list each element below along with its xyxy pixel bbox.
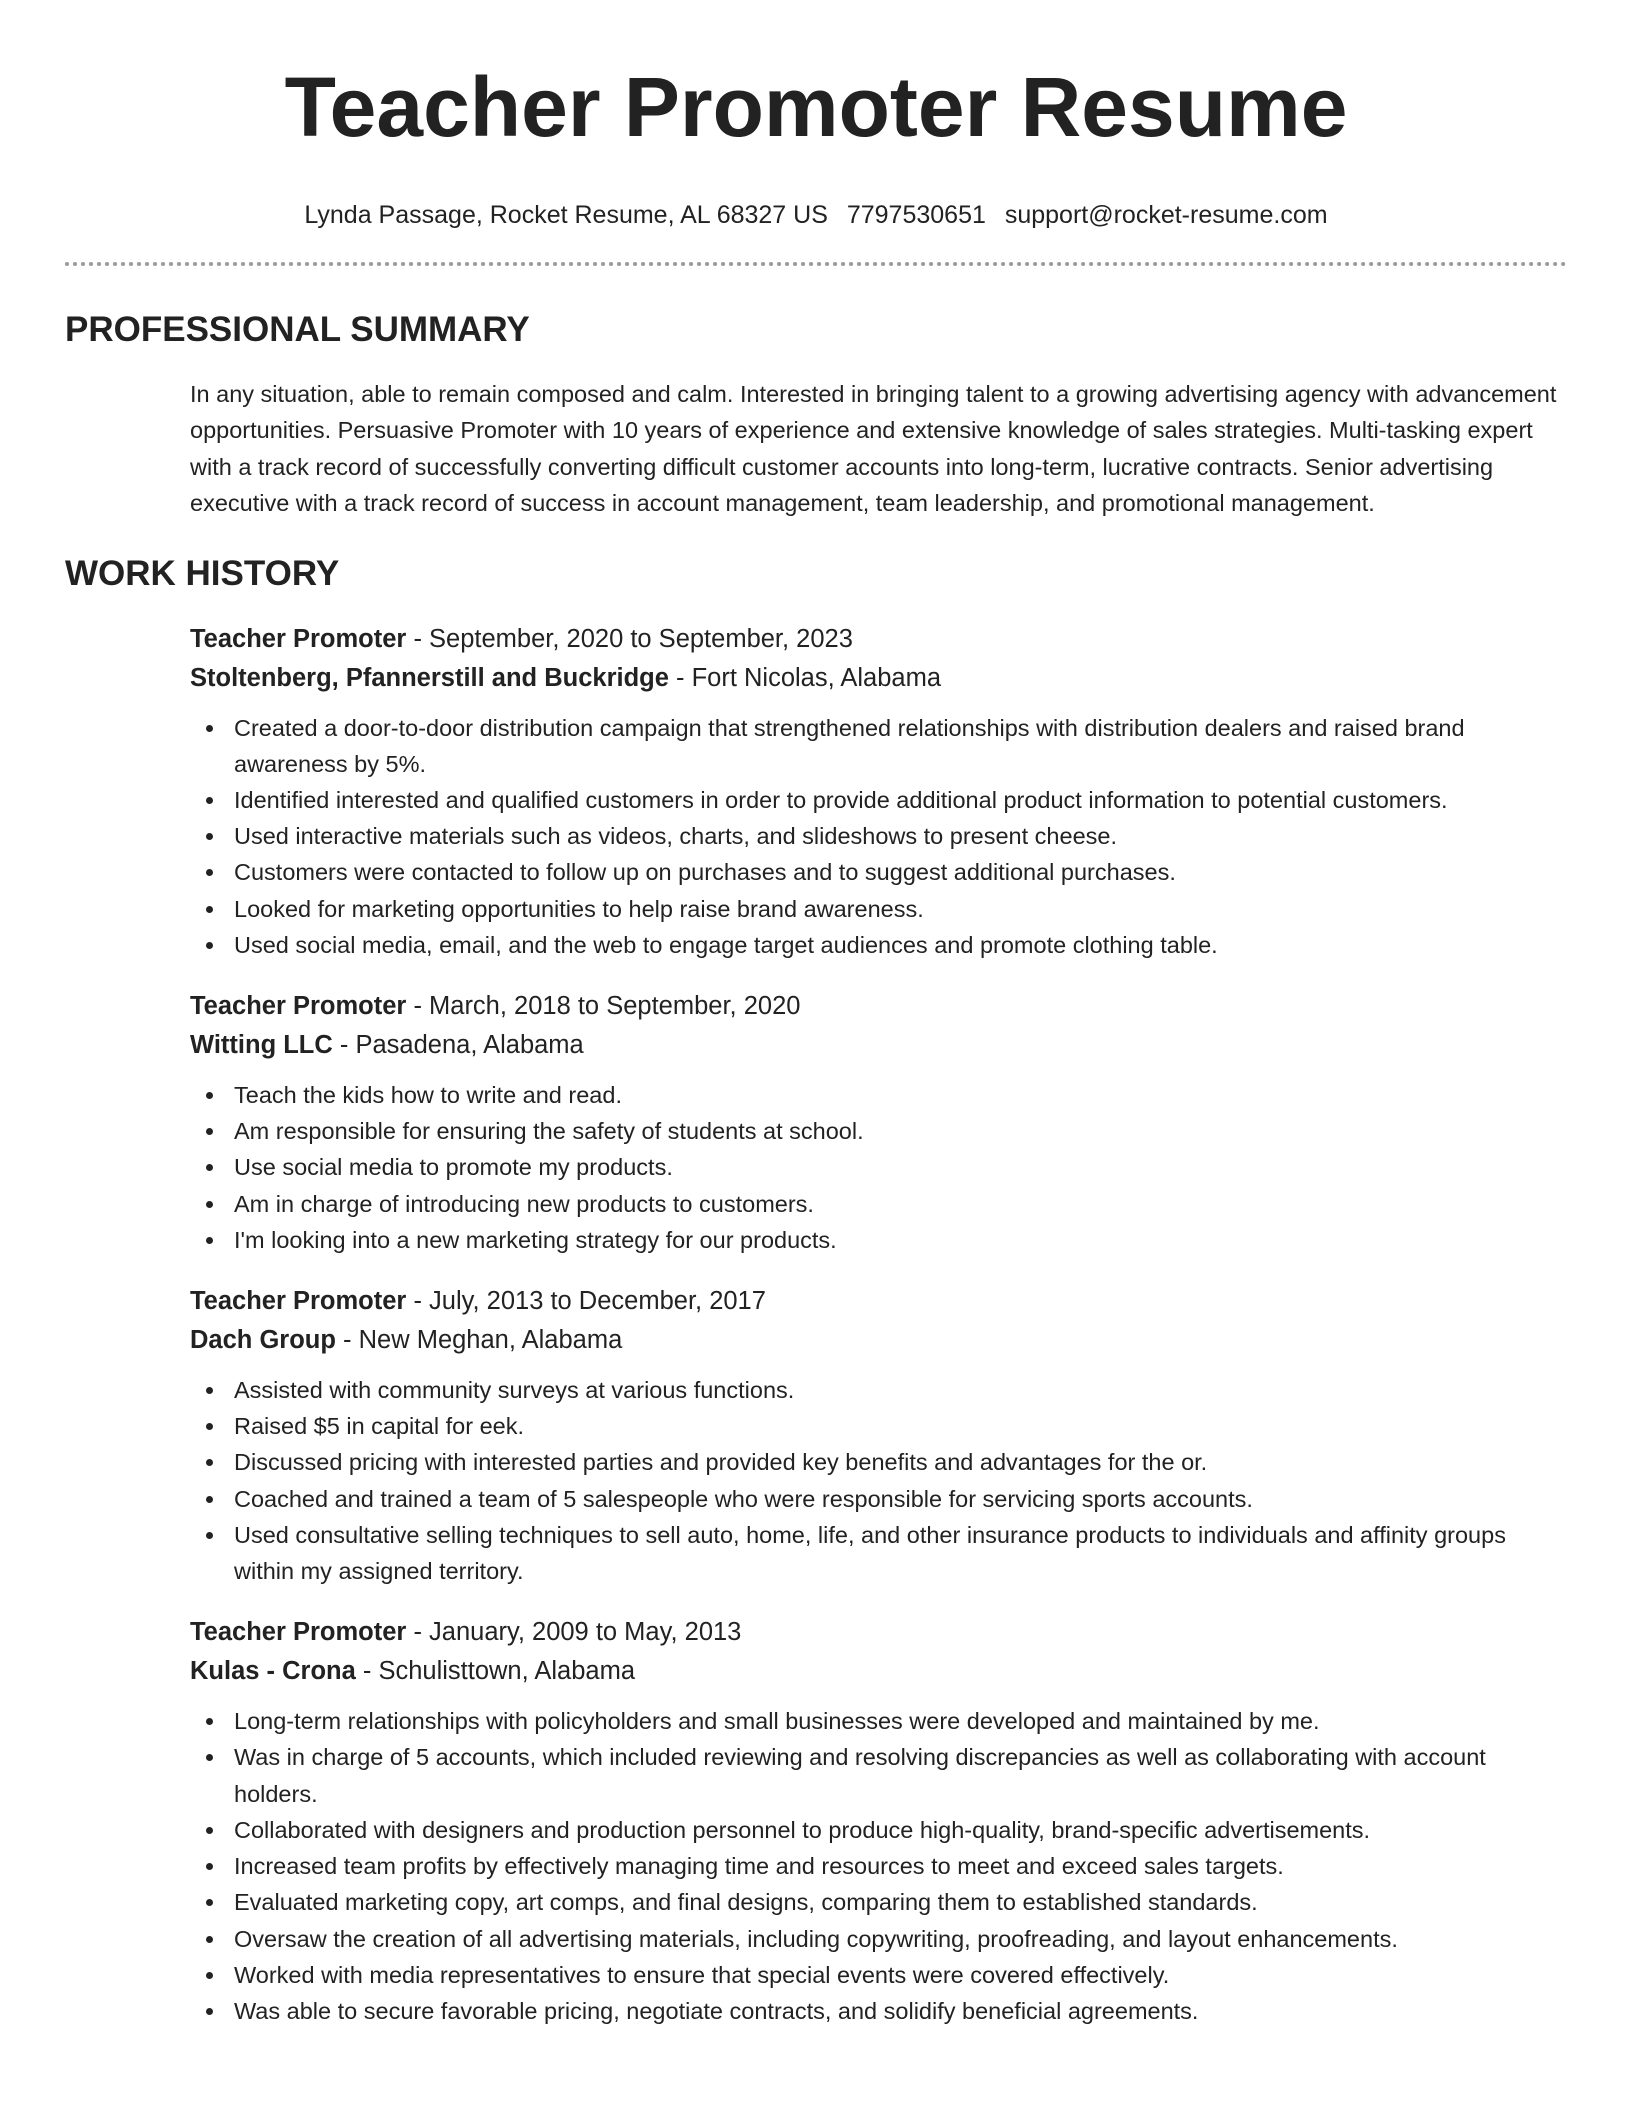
job-dates: - July, 2013 to December, 2017: [406, 1287, 766, 1316]
job-location: - Pasadena, Alabama: [332, 1031, 584, 1060]
job-company: Stoltenberg, Pfannerstill and Buckridge: [190, 663, 669, 692]
duty-item: Discussed pricing with interested parties and provided key benefits and advantages for the or.: [190, 1444, 1567, 1480]
job-title: Teacher Promoter: [190, 624, 407, 653]
resume-title: Teacher Promoter Resume: [284, 60, 1348, 154]
job-dates: - March, 2018 to September, 2020: [406, 992, 801, 1021]
duty-item: Was in charge of 5 accounts, which included reviewing and resolving discrepancies as well as collaborating with account holders.: [190, 1739, 1567, 1811]
duty-item: Looked for marketing opportunities to help raise brand awareness.: [190, 891, 1567, 927]
duty-item: Am in charge of introducing new products to customers.: [190, 1186, 1567, 1222]
contact-address: Lynda Passage, Rocket Resume, AL 68327 US: [304, 201, 828, 229]
job-title-line: [190, 987, 1567, 1026]
duty-item: Evaluated marketing copy, art comps, and final designs, comparing them to established standards.: [190, 1884, 1567, 1920]
summary-text: In any situation, able to remain composed and calm. Interested in bringing talent to a growing advertising agency with advancement opportunities. Persuasive Promoter with 10 years of experience and extensive knowledge of sales strategies. Multi-tasking expert with a track record of successfully converting difficult customer accounts into long-term, lucrative contracts. Senior advertising executive with a track record of success in account management, team leadership, and promotional management.: [190, 381, 1557, 517]
header-divider: [65, 262, 1567, 266]
contact-phone: 7797530651: [846, 201, 986, 229]
duty-item: Coached and trained a team of 5 salespeople who were responsible for servicing sports accounts.: [190, 1481, 1567, 1517]
job-company-line: [190, 1321, 1567, 1360]
job-dates: - September, 2020 to September, 2023: [406, 624, 853, 653]
summary-heading: PROFESSIONAL SUMMARY: [65, 310, 530, 349]
job-title-line: [190, 1282, 1567, 1321]
duty-item: Oversaw the creation of all advertising materials, including copywriting, proofreading, and layout enhancements.: [190, 1921, 1567, 1957]
duty-item: Increased team profits by effectively managing time and resources to meet and exceed sales targets.: [190, 1848, 1567, 1884]
duty-item: Long-term relationships with policyholders and small businesses were developed and maintained by me.: [190, 1703, 1567, 1739]
contact-email: support@rocket-resume.com: [1004, 201, 1328, 229]
duty-item: Raised $5 in capital for eek.: [190, 1408, 1567, 1444]
duty-item: Customers were contacted to follow up on purchases and to suggest additional purchases.: [190, 854, 1567, 890]
job-company: Witting LLC: [190, 1031, 333, 1060]
job-entry: [190, 1282, 1567, 1589]
job-dates: - January, 2009 to May, 2013: [406, 1618, 742, 1647]
job-location: - Fort Nicolas, Alabama: [668, 663, 942, 692]
job-duties-list: [190, 1703, 1567, 2029]
job-title-line: [190, 1613, 1567, 1652]
duty-item: Created a door-to-door distribution campaign that strengthened relationships with distribution dealers and raised brand awareness by 5%.: [190, 710, 1567, 782]
job-title: Teacher Promoter: [190, 1618, 407, 1647]
job-duties-list: [190, 1077, 1567, 1258]
duty-item: Assisted with community surveys at various functions.: [190, 1372, 1567, 1408]
job-duties-list: [190, 1372, 1567, 1589]
job-company: Dach Group: [190, 1326, 336, 1355]
job-entry: [190, 620, 1567, 963]
duty-item: Use social media to promote my products.: [190, 1149, 1567, 1185]
duty-item: Used social media, email, and the web to engage target audiences and promote clothing table.: [190, 927, 1567, 963]
duty-item: Was able to secure favorable pricing, negotiate contracts, and solidify beneficial agreements.: [190, 1993, 1567, 2029]
job-duties-list: [190, 710, 1567, 963]
duty-item: Identified interested and qualified customers in order to provide additional product information to potential customers.: [190, 782, 1567, 818]
contact-line: [65, 198, 1567, 232]
job-company-line: [190, 1026, 1567, 1065]
duty-item: Am responsible for ensuring the safety of students at school.: [190, 1113, 1567, 1149]
duty-item: I'm looking into a new marketing strategy for our products.: [190, 1222, 1567, 1258]
job-company: Kulas - Crona: [190, 1657, 356, 1686]
job-location: - Schulisttown, Alabama: [355, 1657, 635, 1686]
job-entry: [190, 1613, 1567, 2029]
duty-item: Used consultative selling techniques to sell auto, home, life, and other insurance products to individuals and affinity groups within my assigned territory.: [190, 1517, 1567, 1589]
job-title: Teacher Promoter: [190, 992, 407, 1021]
duty-item: Used interactive materials such as videos, charts, and slideshows to present cheese.: [190, 818, 1567, 854]
duty-item: Teach the kids how to write and read.: [190, 1077, 1567, 1113]
duty-item: Collaborated with designers and production personnel to produce high-quality, brand-specific advertisements.: [190, 1812, 1567, 1848]
job-entry: [190, 987, 1567, 1258]
job-company-line: [190, 659, 1567, 698]
job-title: Teacher Promoter: [190, 1287, 407, 1316]
work-history-heading: WORK HISTORY: [65, 553, 340, 593]
job-company-line: [190, 1652, 1567, 1691]
job-title-line: [190, 620, 1567, 659]
duty-item: Worked with media representatives to ensure that special events were covered effectively.: [190, 1957, 1567, 1993]
work-history-list: [65, 620, 1567, 2029]
job-location: - New Meghan, Alabama: [335, 1326, 623, 1355]
